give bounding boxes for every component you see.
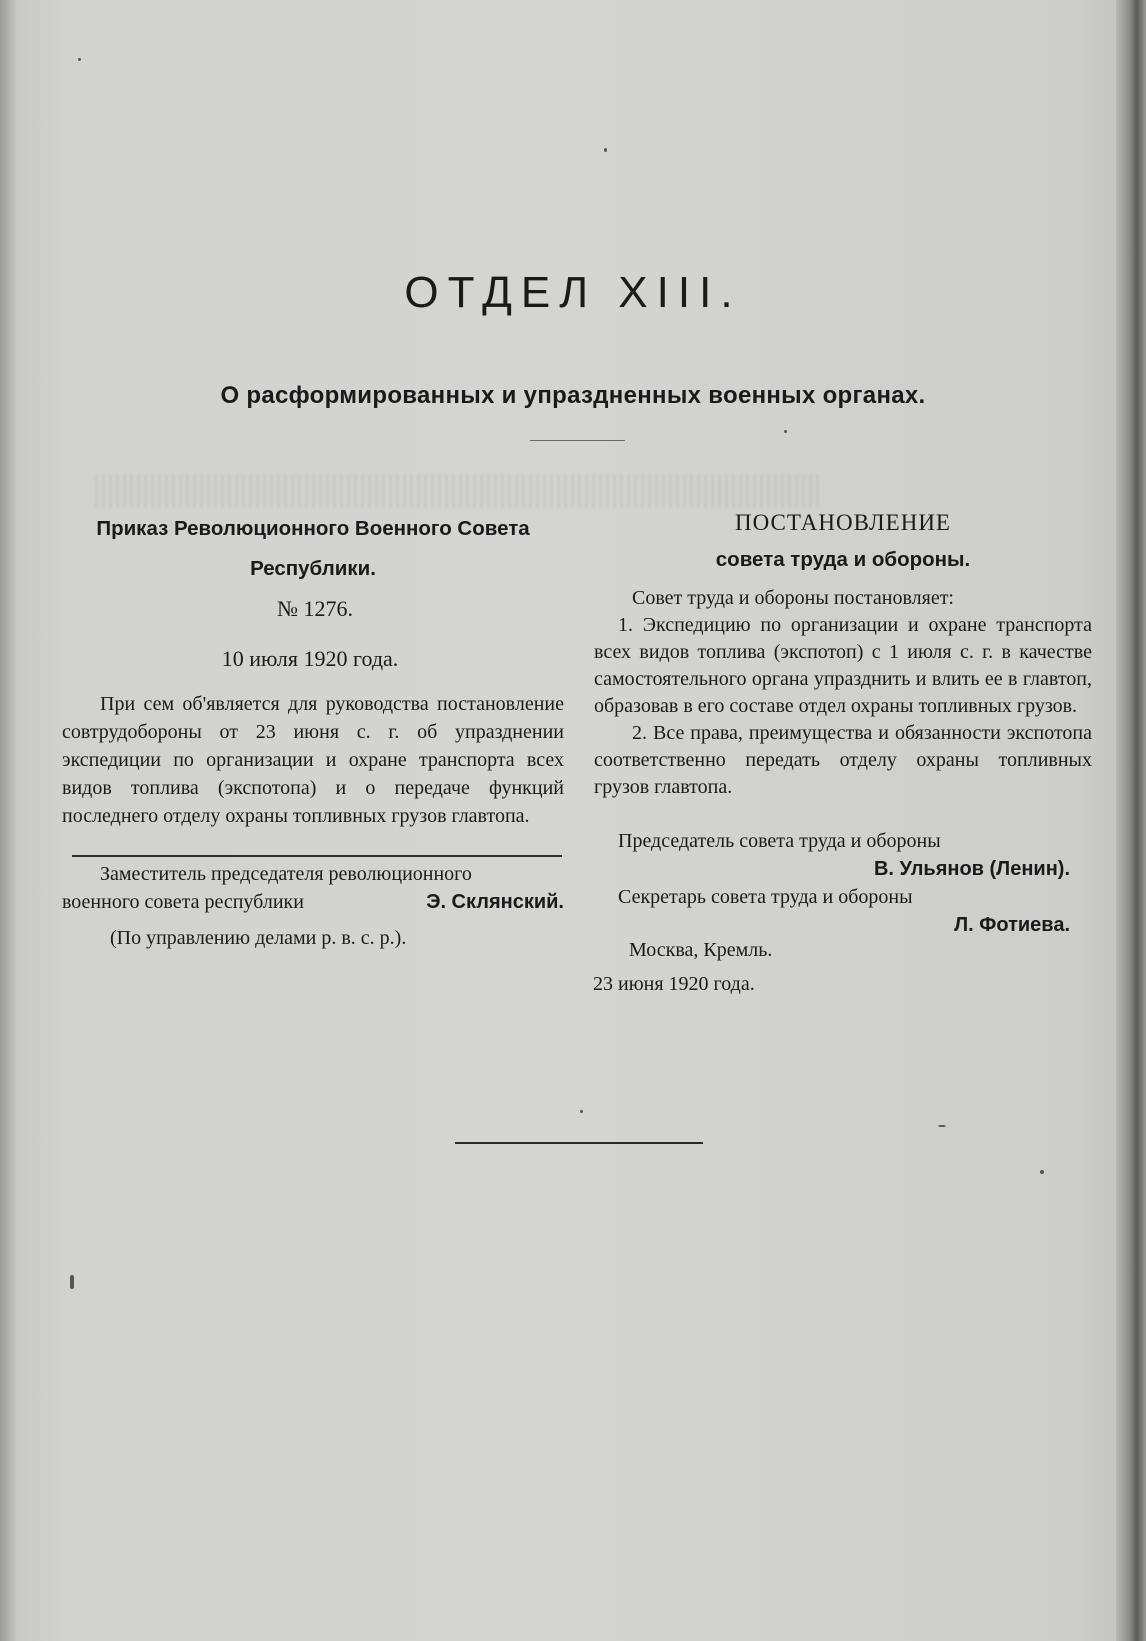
resolution-title: ПОСТАНОВЛЕНИЕ: [735, 510, 951, 535]
scan-speck: [70, 1275, 74, 1289]
book-spine-shadow: [1116, 0, 1146, 1641]
chair-name: В. Ульянов (Ленин).: [873, 858, 1070, 880]
scan-speck: [784, 430, 787, 433]
scan-speck: [580, 1110, 583, 1113]
secretary-position: Секретарь совета труда и обороны: [618, 886, 913, 908]
scan-speck: [78, 58, 81, 61]
order-footer: (По управлению делами р. в. с. р.).: [110, 927, 407, 949]
resolution-intro: Совет труда и обороны постановляет:: [632, 587, 954, 609]
section-subtitle: О расформированных и упраздненных военных органах.: [220, 382, 926, 409]
scan-speck: [1040, 1170, 1044, 1174]
resolution-date: 23 июня 1920 года.: [593, 973, 755, 995]
order-number: № 1276.: [277, 596, 353, 621]
closing-rule: [455, 1142, 703, 1144]
order-signature: [62, 860, 564, 916]
order-signatory-position-line1: Заместитель председателя революционного: [100, 863, 472, 885]
order-signatory-line2: [62, 888, 564, 916]
resolution-body: [594, 585, 1092, 801]
resolution-subtitle: совета труда и обороны.: [715, 548, 971, 571]
resolution-place: Москва, Кремль.: [629, 939, 773, 961]
order-title: Приказ Революционного Военного Совета Республики.: [96, 517, 530, 580]
order-date: 10 июля 1920 года.: [221, 646, 399, 671]
order-signature-rule: [72, 855, 562, 857]
resolution-place-date: [593, 933, 1047, 1001]
order-signatory-position-line2: военного совета республики: [62, 891, 304, 913]
scan-speck: [938, 1125, 946, 1127]
order-signatory-name: Э. Склянский.: [426, 891, 564, 913]
secretary-name: Л. Фотиева.: [954, 914, 1070, 936]
resolution-signatures: [594, 827, 1092, 939]
order-body: При сем об'является для руководства постановление совтрудобороны от 23 июня с. г. об упразднении экспедиции по организации и охране транспорта всех видов топлива (экспотопа) и о передаче функций последнего отделу охраны топливных грузов главтопа.: [62, 693, 564, 827]
resolution-point-2: 2. Все права, преимущества и обязанности экспотопа соответственно передать отделу охраны топливных грузов главтопа.: [594, 722, 1092, 798]
page-left-edge: [0, 0, 16, 1641]
title-divider: [530, 440, 625, 441]
scan-speck: [604, 148, 607, 152]
scan-smudge: [95, 474, 820, 508]
section-title: ОТДЕЛ XIII.: [404, 268, 742, 317]
resolution-point-1: 1. Экспедицию по организации и охране транспорта всех видов топлива (экспотоп) с 1 июля с. г. в качестве самостоятельного органа упразднить и влить ее в главтоп, образовав в его составе отдел охраны топливных грузов.: [594, 614, 1092, 717]
chair-position: Председатель совета труда и обороны: [618, 830, 941, 852]
